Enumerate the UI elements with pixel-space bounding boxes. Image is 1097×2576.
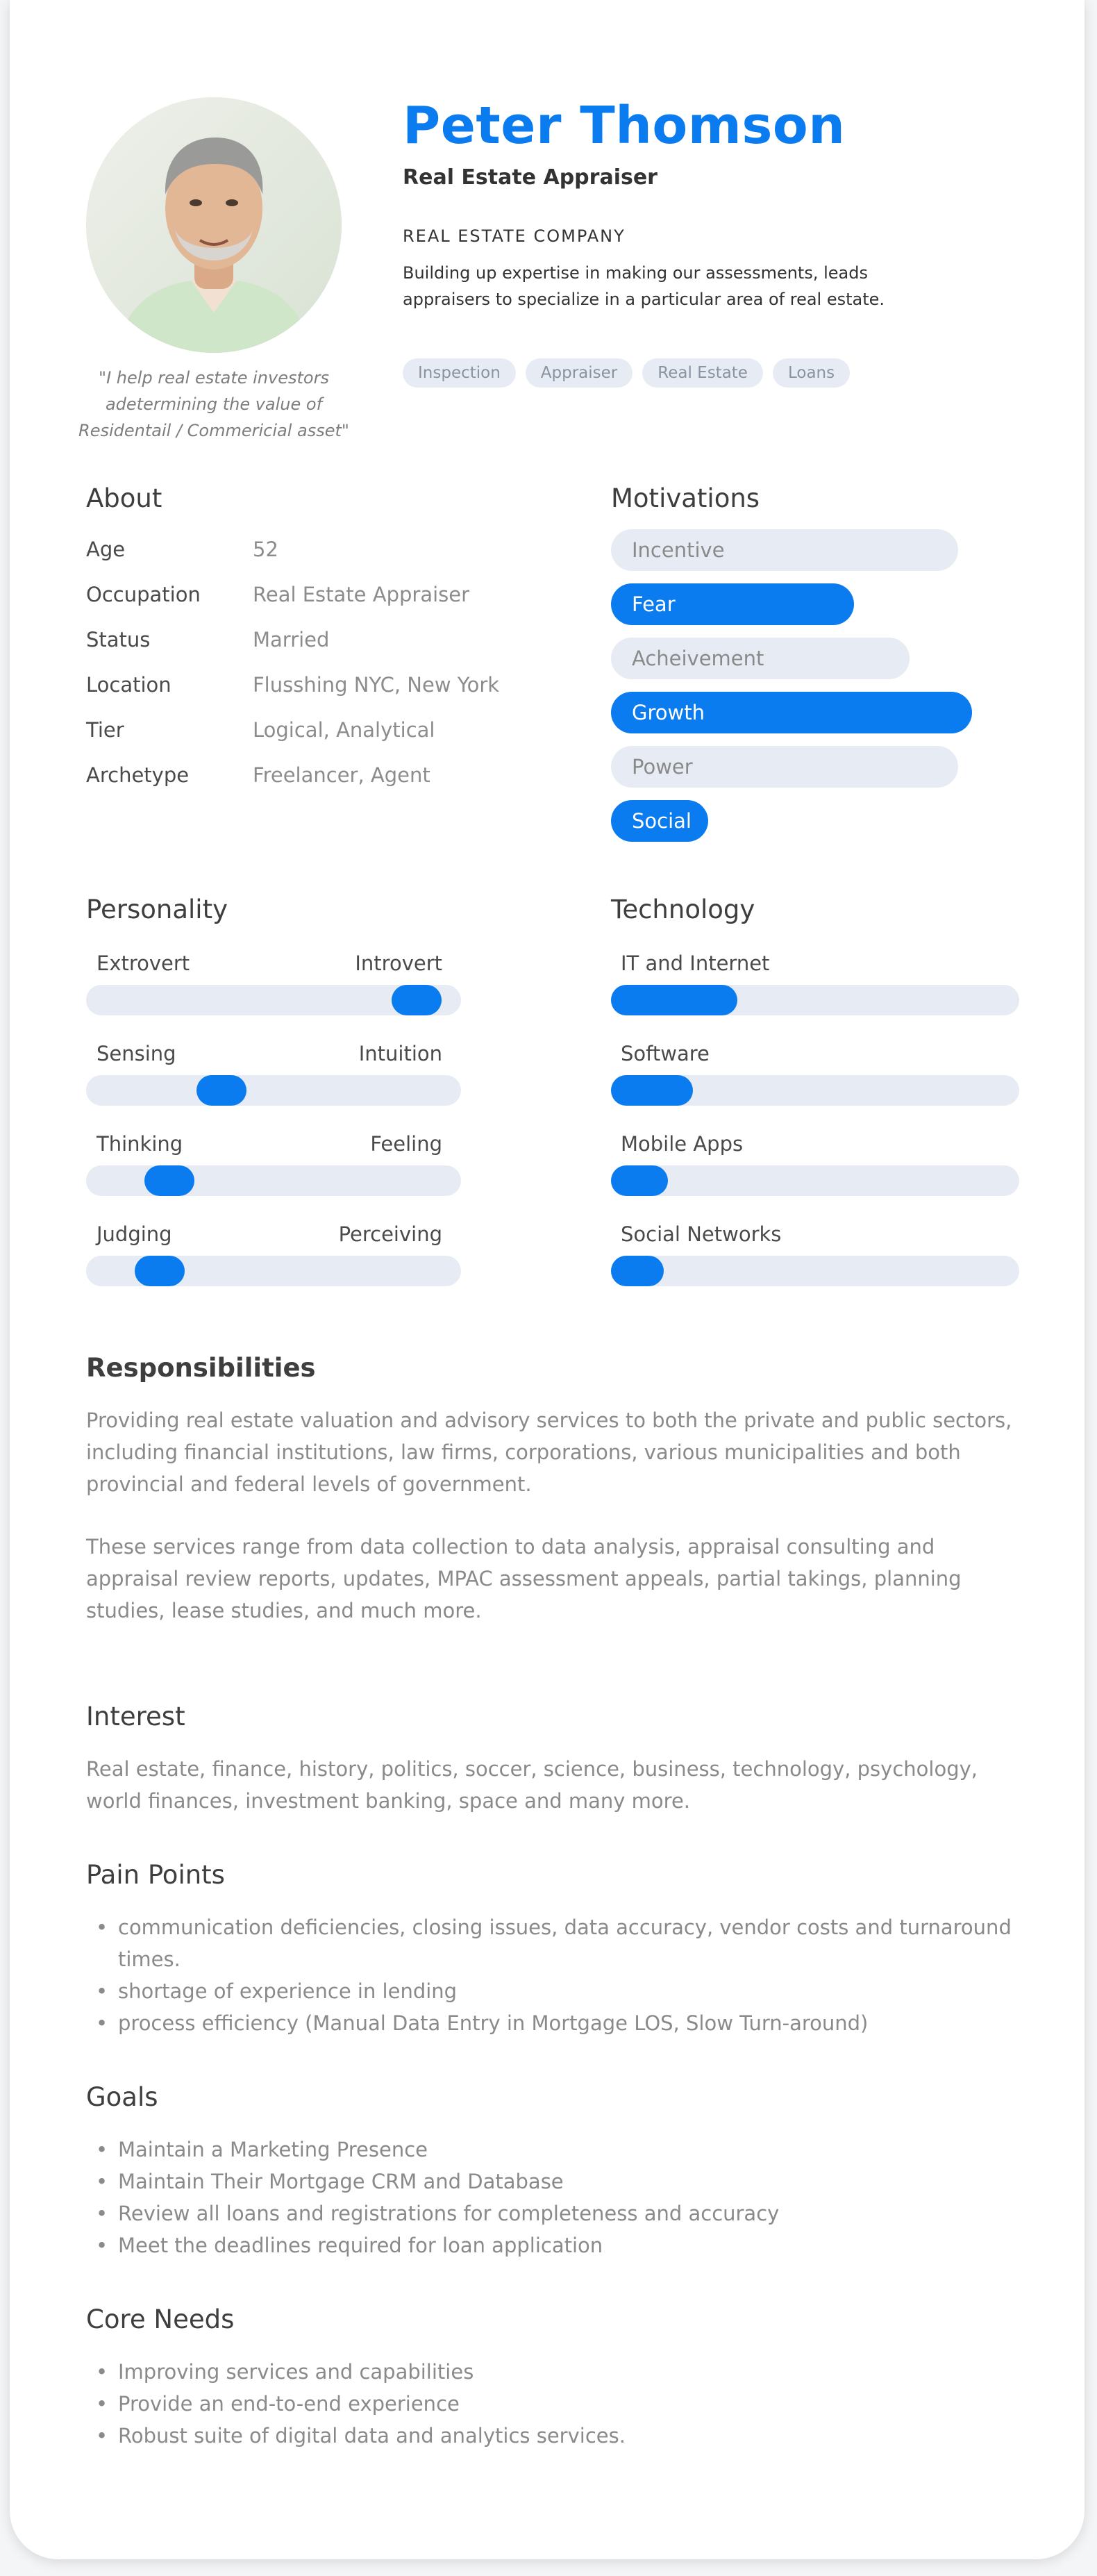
interest-text: Real estate, finance, history, politics, soccer, science, business, technology, psychology, world finances, investment banking, space and many more. (86, 1757, 978, 1813)
motivations-heading: Motivations (611, 483, 760, 513)
about-value: Real Estate Appraiser (253, 583, 470, 606)
trait-slider (86, 1256, 461, 1286)
tech-label: Social Networks (621, 1222, 782, 1246)
about-row (86, 718, 586, 746)
motivation-pill: Incentive (611, 529, 958, 571)
motivation-pill: Social (611, 800, 708, 842)
about-label: Archetype (86, 763, 190, 787)
technology-heading: Technology (611, 895, 755, 924)
about-row (86, 583, 586, 610)
trait-slider (86, 985, 461, 1015)
about-label: Status (86, 628, 151, 651)
avatar (86, 97, 342, 353)
persona-name: Peter Thomson (403, 96, 846, 156)
motivation-pill: Acheivement (611, 638, 910, 679)
about-label: Age (86, 538, 126, 561)
tech-level-fill (611, 1075, 693, 1106)
pain-points-heading: Pain Points (86, 1860, 225, 1890)
pain-points-list (86, 1911, 1030, 2039)
trait-right-label: Intuition (358, 1042, 442, 1065)
trait-slider-knob (144, 1165, 194, 1196)
trait-right-label: Introvert (355, 952, 442, 975)
responsibilities-paragraph: These services range from data collection to data analysis, appraisal consulting and appraisal review reports, updates, MPAC assessment appeals, partial takings, planning studies, lease studies, and much more. (86, 1535, 962, 1622)
about-row (86, 538, 586, 565)
list-item: • communication deficiencies, closing issues, data accuracy, vendor costs and turnaround times. (86, 1911, 1030, 1975)
responsibilities-paragraph: Providing real estate valuation and advisory services to both the private and public sectors, including financial institutions, law firms, corporations, various municipalities and both provincial and federal levels of government. (86, 1409, 1012, 1496)
goals-list (86, 2134, 1030, 2261)
list-item: • Maintain a Marketing Presence (86, 2134, 1030, 2166)
list-item: • Meet the deadlines required for loan application (86, 2229, 1030, 2261)
company-name: REAL ESTATE COMPANY (403, 226, 626, 246)
personality-heading: Personality (86, 895, 228, 924)
tech-level-bar (611, 1256, 1019, 1286)
tech-level-fill (611, 1256, 664, 1286)
about-value: Freelancer, Agent (253, 763, 430, 787)
trait-slider (86, 1165, 461, 1196)
tech-level-bar (611, 985, 1019, 1015)
trait-slider-knob (196, 1075, 246, 1106)
about-row (86, 763, 586, 791)
tech-label: IT and Internet (621, 952, 770, 975)
tech-level-fill (611, 985, 737, 1015)
persona-bio: Building up expertise in making our assessments, leads appraisers to specialize in a particular area of real estate. (403, 263, 885, 309)
about-value: Flusshing NYC, New York (253, 673, 500, 697)
persona-card (10, 0, 1085, 2559)
list-item: • Improving services and capabilities (86, 2356, 1030, 2388)
trait-left-label: Judging (97, 1222, 172, 1246)
about-label: Location (86, 673, 171, 697)
motivation-pill: Growth (611, 692, 972, 733)
tag: Inspection (403, 358, 516, 388)
list-item: • Maintain Their Mortgage CRM and Database (86, 2166, 1030, 2197)
responsibilities-heading: Responsibilities (86, 1353, 316, 1383)
about-label: Tier (86, 718, 124, 742)
persona-role: Real Estate Appraiser (403, 165, 658, 190)
trait-left-label: Sensing (97, 1042, 176, 1065)
list-item: • shortage of experience in lending (86, 1975, 1030, 2007)
trait-left-label: Thinking (97, 1132, 183, 1156)
tech-level-bar (611, 1165, 1019, 1196)
tag: Loans (773, 358, 850, 388)
motivation-pill: Fear (611, 583, 854, 625)
list-item: • Provide an end-to-end experience (86, 2388, 1030, 2420)
about-value: Married (253, 628, 330, 651)
list-item: • Robust suite of digital data and analytics services. (86, 2420, 1030, 2452)
persona-quote: "I help real estate investors adetermining the value of Residentail / Commericial asset" (78, 368, 349, 440)
trait-slider-knob (392, 985, 442, 1015)
core-needs-list (86, 2356, 1030, 2452)
tag: Appraiser (526, 358, 633, 388)
interest-heading: Interest (86, 1702, 185, 1731)
goals-heading: Goals (86, 2082, 158, 2112)
tech-level-fill (611, 1165, 668, 1196)
trait-right-label: Perceiving (338, 1222, 442, 1246)
list-item: • Review all loans and registrations for completeness and accuracy (86, 2197, 1030, 2229)
about-value: 52 (253, 538, 278, 561)
about-row (86, 673, 586, 701)
portrait-image (86, 97, 342, 353)
motivation-pill: Power (611, 746, 958, 788)
about-row (86, 628, 586, 656)
tag-list (403, 358, 850, 388)
trait-slider-knob (135, 1256, 185, 1286)
trait-left-label: Extrovert (97, 952, 190, 975)
trait-slider (86, 1075, 461, 1106)
tag: Real Estate (642, 358, 763, 388)
about-heading: About (86, 483, 162, 513)
about-label: Occupation (86, 583, 201, 606)
list-item: • process efficiency (Manual Data Entry in Mortgage LOS, Slow Turn-around) (86, 2007, 1030, 2039)
tech-level-bar (611, 1075, 1019, 1106)
core-needs-heading: Core Needs (86, 2304, 235, 2334)
tech-label: Software (621, 1042, 710, 1065)
about-value: Logical, Analytical (253, 718, 435, 742)
tech-label: Mobile Apps (621, 1132, 744, 1156)
trait-right-label: Feeling (370, 1132, 442, 1156)
